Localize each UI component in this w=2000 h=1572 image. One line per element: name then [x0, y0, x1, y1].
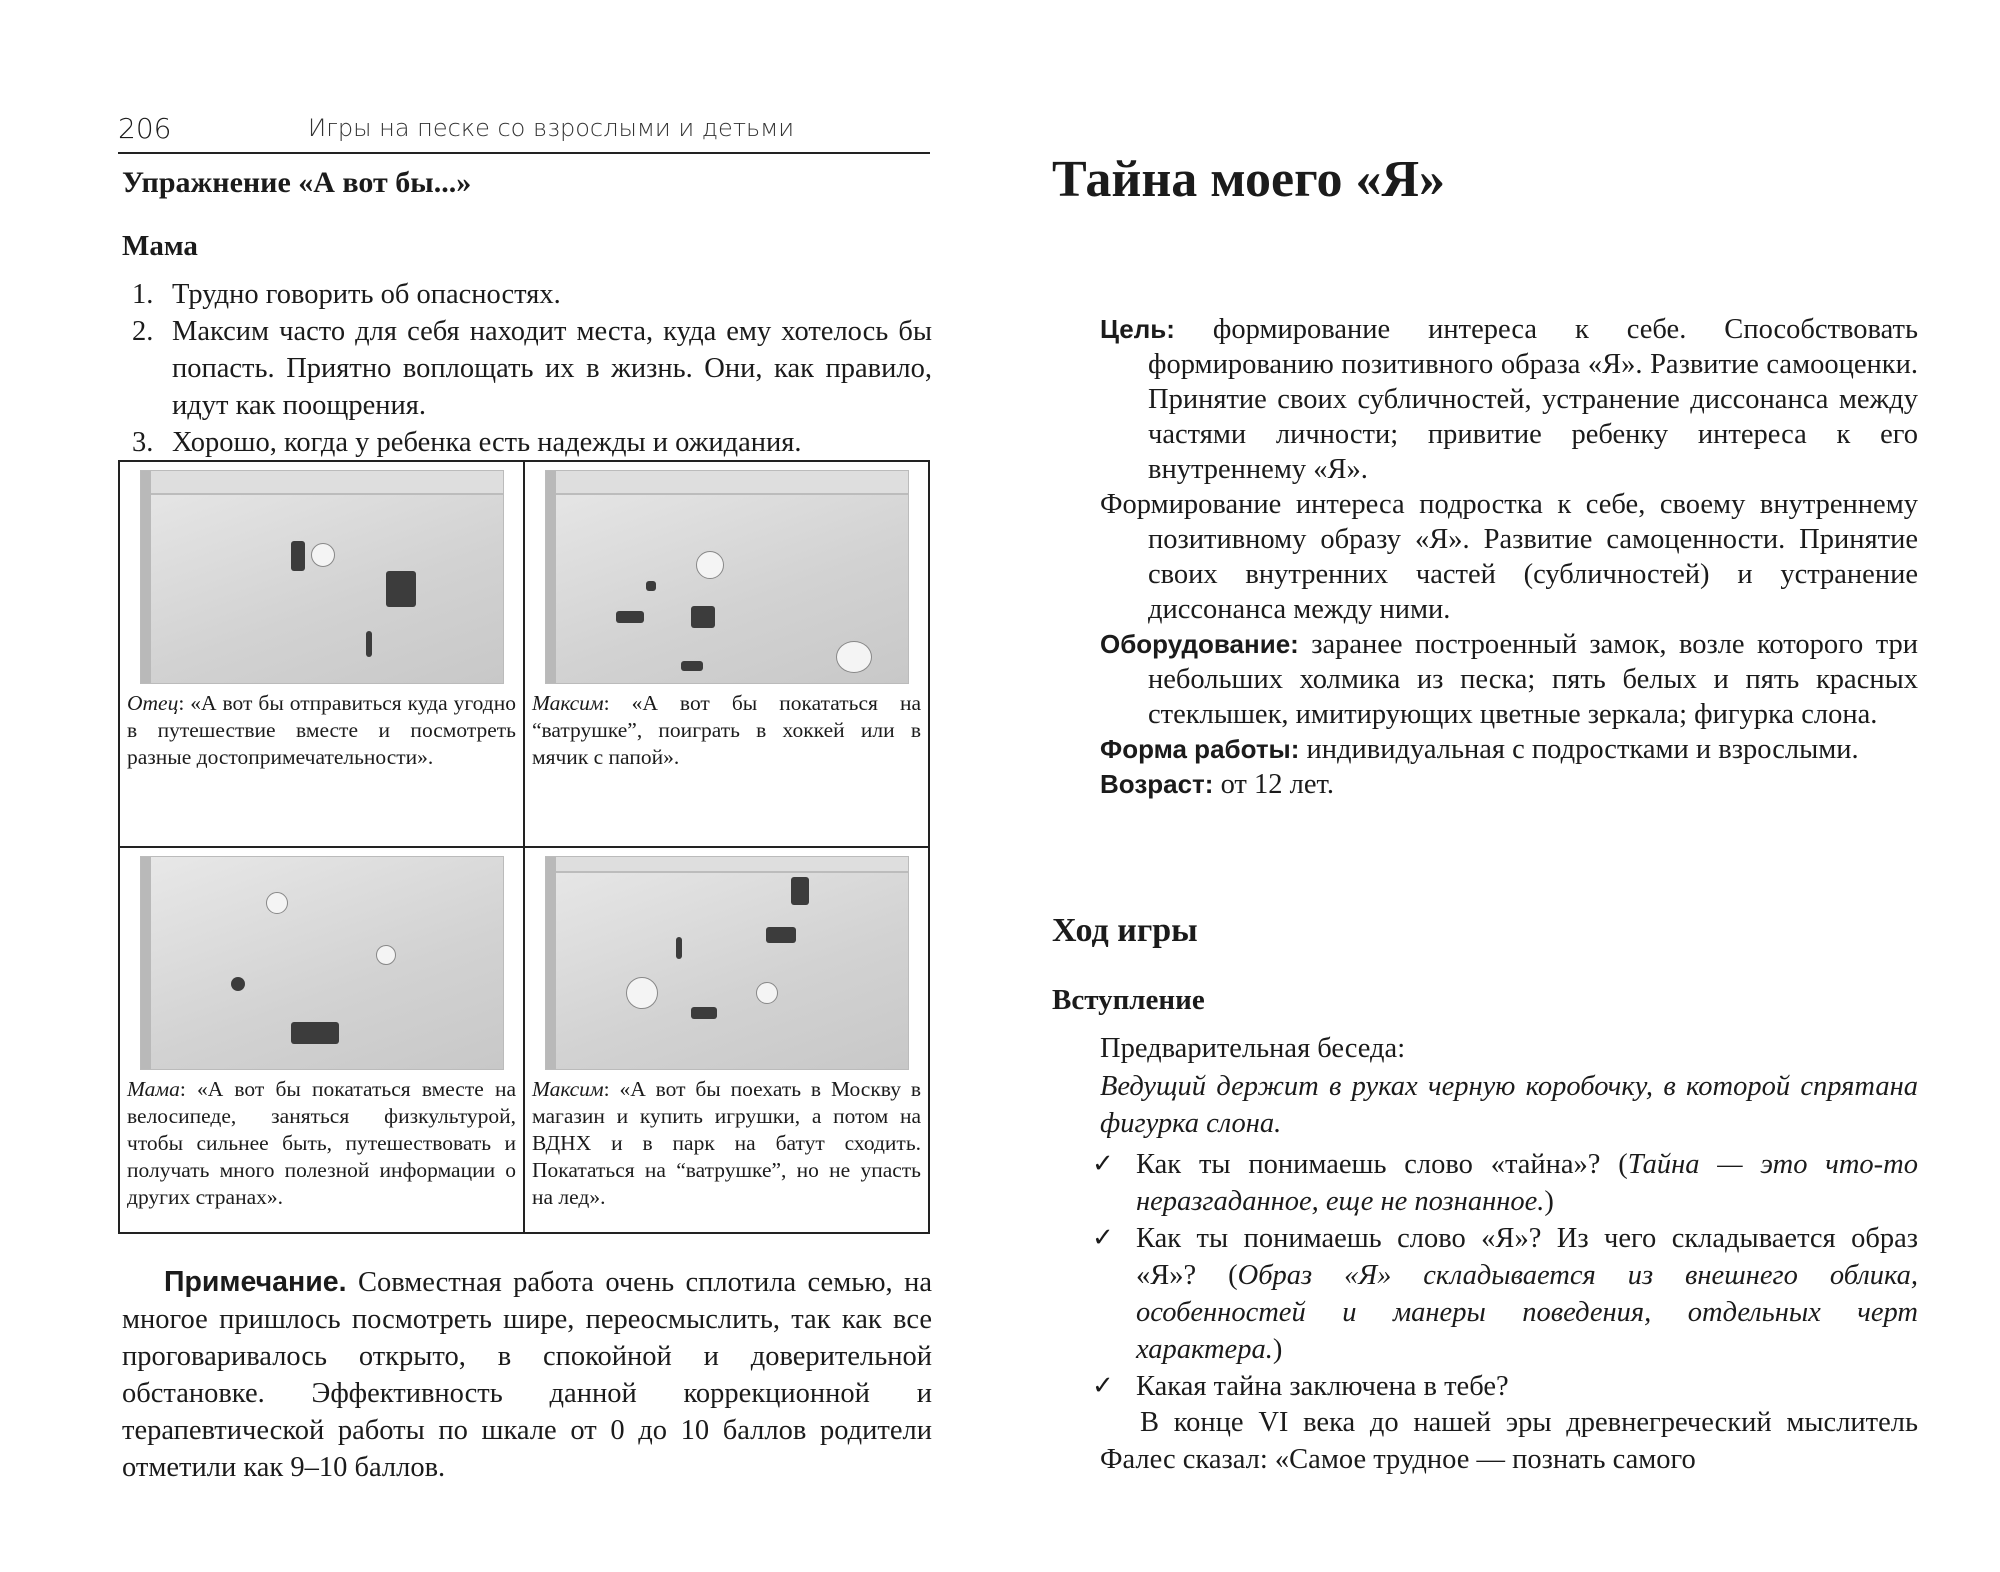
- subsection-heading: Вступление: [1052, 984, 1205, 1016]
- list-item: [1092, 1146, 1918, 1220]
- definition-text: Формирование интереса подростка к себе, своему внутреннему позитивному образу «Я». Развитие самоценности. Принятие своих внутренних частей (субличностей) и устранение диссонанса между ними.: [1100, 489, 1918, 625]
- italic-instruction: Ведущий держит в руках черную коробочку, в которой спрятана фигурка слона.: [1100, 1071, 1918, 1139]
- definition-label: Возраст:: [1100, 769, 1214, 799]
- list-item: [132, 313, 932, 424]
- definition-goal: [1100, 312, 1918, 487]
- caption-speaker: Мама: [127, 1077, 180, 1101]
- photo-caption: [532, 690, 921, 771]
- photo-table: [118, 460, 930, 1234]
- photo-cell: [119, 847, 524, 1233]
- photo-cell: [524, 461, 929, 847]
- question-end: ): [1272, 1334, 1283, 1365]
- definition-label: Форма работы:: [1100, 734, 1300, 764]
- intro-text: Предварительная беседа:: [1100, 1033, 1406, 1064]
- exercise-title: Упражнение «А вот бы...»: [122, 166, 472, 199]
- page-number: 206: [118, 112, 172, 145]
- caption-text: : «А вот бы покататься на “ватрушке”, поиграть в хоккей или в мячик с папой».: [532, 691, 921, 769]
- list-text: Максим часто для себя находит места, куда ему хотелось бы попасть. Приятно воплощать их в жизнь. Они, как правило, идут как поощрения.: [172, 316, 932, 421]
- question-text: Как ты понимаешь слово «тайна»? (: [1136, 1149, 1628, 1180]
- checkmark-icon: ✓: [1092, 1223, 1114, 1253]
- answer-text: Образ «Я» складывается из внешнего облика, особенностей и манеры поведения, отдельных черт характера.: [1136, 1260, 1918, 1365]
- list-text: Хорошо, когда у ребенка есть надежды и ожидания.: [172, 427, 802, 458]
- definition-label: Оборудование:: [1100, 629, 1299, 659]
- running-title: Игры на песке со взрослыми и детьми: [308, 114, 795, 142]
- note-paragraph: [122, 1264, 932, 1486]
- left-page: [118, 0, 930, 1572]
- checkmark-icon: ✓: [1092, 1149, 1114, 1179]
- definition-text: заранее построенный замок, возле которого три небольших холмика из песка; пять белых и пять красных стеклышек, имитирующих цветные зеркала; фигурка слона.: [1148, 629, 1918, 730]
- caption-text: : «А вот бы отправиться куда угодно в путешествие вместе и посмотреть разные достопримечательности».: [127, 691, 516, 769]
- definition-equipment: [1100, 627, 1918, 732]
- caption-text: : «А вот бы покататься вместе на велосипеде, заняться физкультурой, чтобы сильнее быть, путешествовать и получать много полезной информации о других странах».: [127, 1077, 516, 1209]
- section-heading: Ход игры: [1052, 912, 1198, 949]
- checkmark-icon: ✓: [1092, 1371, 1114, 1401]
- final-paragraph: В конце VI века до нашей эры древнегреческий мыслитель Фалес сказал: «Самое трудное — познать самого: [1100, 1407, 1918, 1475]
- definition-text: индивидуальная с подростками и взрослыми.: [1299, 734, 1859, 765]
- list-number: 3.: [132, 427, 154, 458]
- definition-text: от 12 лет.: [1213, 769, 1334, 800]
- numbered-list: [132, 276, 932, 461]
- definition-goal-teen: [1100, 487, 1918, 627]
- photo-caption: [532, 1076, 921, 1211]
- question-end: ): [1544, 1186, 1554, 1217]
- sandtray-photo: [140, 470, 504, 684]
- caption-speaker: Максим: [532, 1077, 604, 1101]
- chapter-title: Тайна моего «Я»: [1052, 151, 1445, 208]
- definition-age: [1100, 767, 1918, 802]
- caption-text: : «А вот бы поехать в Москву в магазин и купить игрушки, а потом на ВДНХ и в парк на батут сходить. Покататься на “ватрушке”, но не упасть на лед».: [532, 1077, 921, 1209]
- definition-label: Цель:: [1100, 314, 1175, 344]
- definition-work-form: [1100, 732, 1918, 767]
- definitions-block: [1100, 312, 1918, 802]
- photo-caption: [127, 1076, 516, 1211]
- note-text: Совместная работа очень сплотила семью, на многое пришлось посмотреть шире, переосмыслить, так как все проговаривалось открыто, в спокойной и доверительной обстановке. Эффективность данной коррекционной и терапевтической работы по шкале от 0 до 10 баллов родители отметили как 9–10 баллов.: [122, 1267, 932, 1483]
- answer-text: Тайна — это что-то неразгаданное, еще не познанное.: [1136, 1149, 1918, 1217]
- list-item: [132, 276, 932, 313]
- list-item: [132, 424, 932, 461]
- question-text: Какая тайна заключена в тебе?: [1136, 1371, 1509, 1402]
- sandtray-photo: [545, 470, 909, 684]
- sandtray-photo: [140, 856, 504, 1070]
- question-text: Как ты понимаешь слово «Я»? Из чего складывается образ «Я»? (: [1136, 1223, 1918, 1291]
- list-number: 1.: [132, 279, 154, 310]
- list-text: Трудно говорить об опасностях.: [172, 279, 561, 310]
- photo-cell: [524, 847, 929, 1233]
- subheading-mama: Мама: [122, 230, 198, 262]
- note-label: Примечание.: [164, 1266, 347, 1298]
- definition-text: формирование интереса к себе. Способствовать формированию позитивного образа «Я». Развитие самооценки. Принятие своих субличностей, устранение диссонанса между частями личности; привитие ребенку интереса к его внутреннему «Я».: [1148, 314, 1918, 485]
- running-head: [118, 108, 930, 154]
- list-item: [1092, 1220, 1918, 1368]
- list-number: 2.: [132, 316, 154, 347]
- photo-cell: [119, 461, 524, 847]
- sandtray-photo: [545, 856, 909, 1070]
- list-item: [1092, 1368, 1918, 1405]
- caption-speaker: Отец: [127, 691, 179, 715]
- question-list: [1092, 1146, 1918, 1405]
- caption-speaker: Максим: [532, 691, 604, 715]
- right-page: [1052, 0, 1918, 1572]
- photo-caption: [127, 690, 516, 771]
